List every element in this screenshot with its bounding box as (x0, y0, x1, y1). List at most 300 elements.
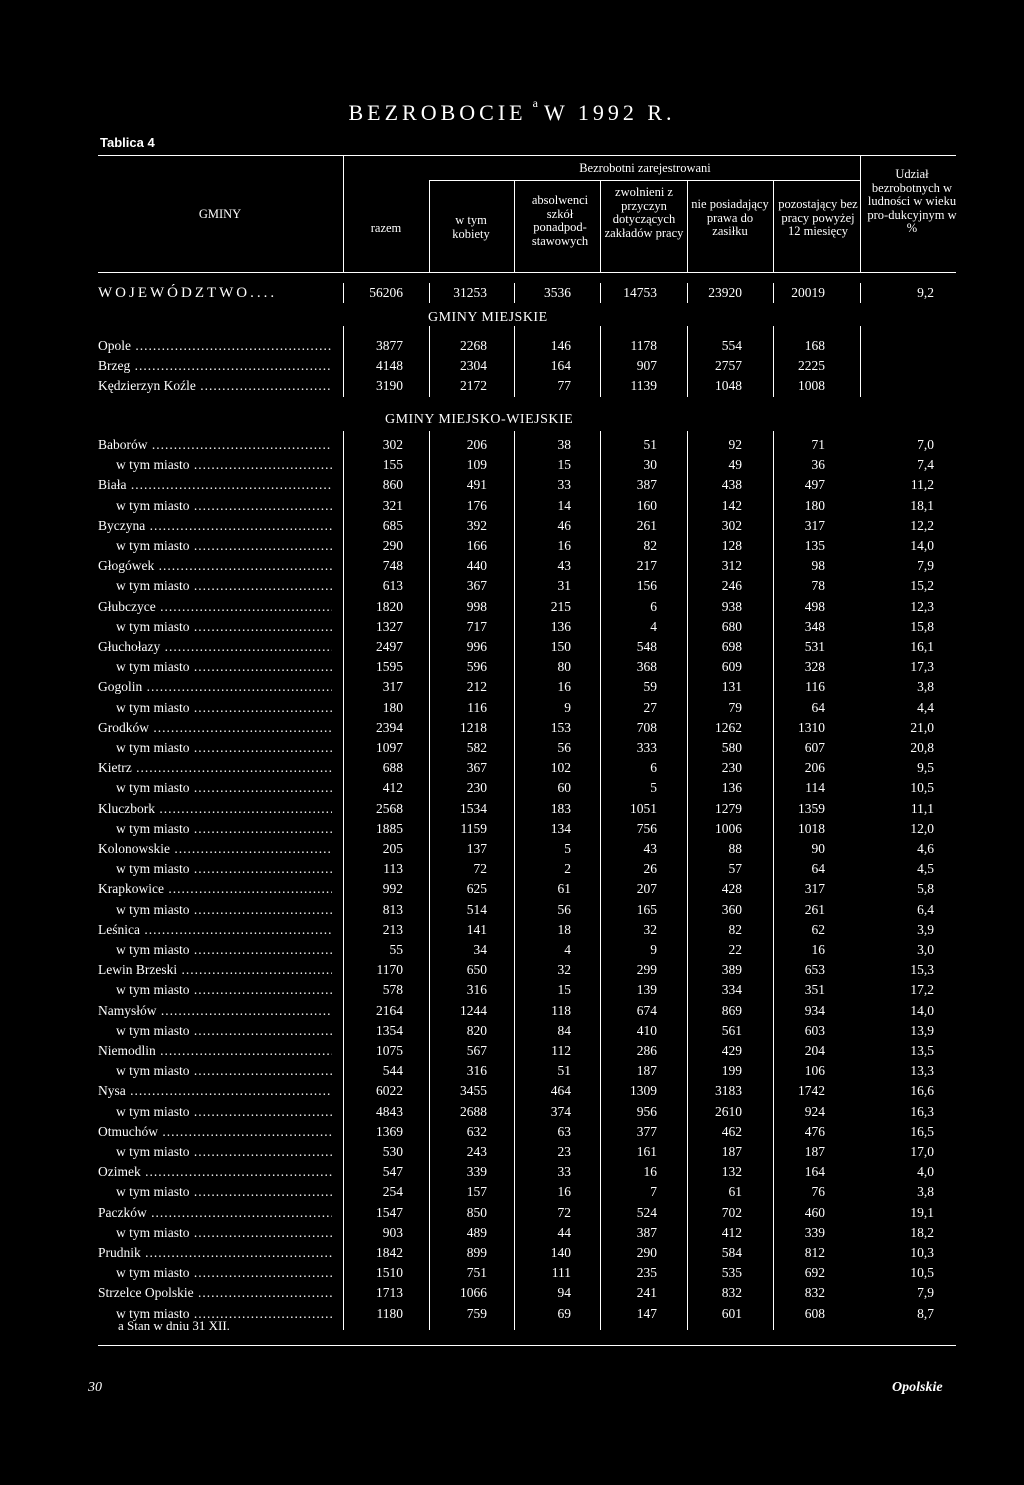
row-col4: 241 (636, 1285, 657, 1300)
row-col6: 164 (804, 1164, 825, 1179)
row-label-subtotal: w tym miasto ..... (116, 1306, 332, 1322)
row-col1: 2164 (376, 1003, 403, 1018)
row-col5: 49 (728, 457, 742, 472)
row-col3: 80 (557, 659, 571, 674)
row-col1: 302 (382, 437, 403, 452)
row-col1: 860 (382, 477, 403, 492)
row-col6: 812 (804, 1245, 825, 1260)
row-col5: 199 (721, 1063, 742, 1078)
page-title: BEZROBOCIE $^a$ W 1992 R. (348, 96, 676, 125)
row-col2: 137 (466, 841, 487, 856)
row-col7: 4,6 (917, 841, 934, 856)
row-col2: 567 (466, 1043, 487, 1058)
row-col6: 832 (804, 1285, 825, 1300)
row-col4: 299 (636, 962, 657, 977)
row-col6: 351 (804, 982, 825, 997)
row-col1: 254 (382, 1184, 403, 1199)
row-col7: 17,2 (910, 982, 934, 997)
wojewodztwo-col5: 23920 (708, 285, 742, 300)
row-col4: 187 (636, 1063, 657, 1078)
row-col5: 869 (721, 1003, 742, 1018)
row-label-subtotal: w tym miasto ..... (116, 538, 332, 554)
row-label-subtotal: w tym miasto ..... (116, 1144, 332, 1160)
row-col5: 2610 (715, 1104, 742, 1119)
row-col3: 72 (557, 1205, 571, 1220)
header-col-sep (600, 180, 601, 272)
row-label: Prudnik ..... (98, 1245, 332, 1261)
row-col4: 368 (636, 659, 657, 674)
row-label: Leśnica ..... (98, 922, 332, 938)
row-col2: 2268 (460, 338, 487, 353)
row-label-subtotal: w tym miasto ..... (116, 861, 332, 877)
row-label: Krapkowice ..... (98, 881, 332, 897)
row-col4: 160 (636, 498, 657, 513)
row-col5: 1279 (715, 801, 742, 816)
row-col5: 79 (728, 700, 742, 715)
row-col3: 44 (557, 1225, 571, 1240)
wojewodztwo-label: WOJEWÓDZTWO.... (98, 285, 278, 301)
row-col5: 601 (721, 1306, 742, 1321)
row-label: Namysłów ..... (98, 1003, 332, 1019)
row-col6: 934 (804, 1003, 825, 1018)
header-kobiety: w tym kobiety (452, 213, 490, 241)
row-col3: 16 (557, 1184, 571, 1199)
row-col4: 674 (636, 1003, 657, 1018)
col-sep (687, 283, 688, 303)
row-col7: 13,5 (910, 1043, 934, 1058)
row-col5: 131 (721, 679, 742, 694)
row-col4: 9 (650, 942, 657, 957)
row-col4: 387 (636, 477, 657, 492)
row-col6: 2225 (798, 358, 825, 373)
row-col1: 992 (382, 881, 403, 896)
row-col4: 286 (636, 1043, 657, 1058)
header-col-sep (343, 155, 344, 272)
row-col5: 22 (728, 942, 742, 957)
row-col2: 751 (466, 1265, 487, 1280)
wojewodztwo-col1: 56206 (369, 285, 403, 300)
row-col7: 7,9 (917, 1285, 934, 1300)
row-col3: 56 (557, 740, 571, 755)
row-col5: 334 (721, 982, 742, 997)
row-col4: 30 (643, 457, 657, 472)
row-col2: 176 (466, 498, 487, 513)
row-col3: 4 (564, 942, 571, 957)
header-zwolnieni: zwolnieni z przyczyn dotyczących zakładów pracy (604, 185, 684, 240)
row-col4: 217 (636, 558, 657, 573)
col-sep (514, 326, 515, 397)
row-col2: 625 (466, 881, 487, 896)
row-col4: 235 (636, 1265, 657, 1280)
row-col4: 147 (636, 1306, 657, 1321)
col-sep (687, 326, 688, 397)
row-col5: 1048 (715, 378, 742, 393)
row-col3: 374 (550, 1104, 571, 1119)
row-col4: 387 (636, 1225, 657, 1240)
row-col3: 183 (550, 801, 571, 816)
row-label-subtotal: w tym miasto ..... (116, 1184, 332, 1200)
row-col6: 187 (804, 1144, 825, 1159)
row-col6: 90 (811, 841, 825, 856)
row-col6: 531 (804, 639, 825, 654)
row-col7: 10,5 (910, 1265, 934, 1280)
row-col1: 813 (382, 902, 403, 917)
row-col7: 21,0 (910, 720, 934, 735)
row-col2: 996 (466, 639, 487, 654)
row-col5: 561 (721, 1023, 742, 1038)
row-col4: 161 (636, 1144, 657, 1159)
row-col4: 290 (636, 1245, 657, 1260)
row-col6: 1018 (798, 821, 825, 836)
row-col5: 61 (728, 1184, 742, 1199)
row-col4: 27 (643, 700, 657, 715)
row-col6: 78 (811, 578, 825, 593)
row-col7: 12,2 (910, 518, 934, 533)
row-col1: 544 (382, 1063, 403, 1078)
row-col5: 702 (721, 1205, 742, 1220)
row-col3: 140 (550, 1245, 571, 1260)
row-col6: 206 (804, 760, 825, 775)
row-col5: 698 (721, 639, 742, 654)
row-col2: 596 (466, 659, 487, 674)
row-col5: 2757 (715, 358, 742, 373)
col-sep (600, 326, 601, 397)
row-col3: 60 (557, 780, 571, 795)
row-col1: 155 (382, 457, 403, 472)
row-col4: 756 (636, 821, 657, 836)
row-col6: 692 (804, 1265, 825, 1280)
row-col2: 34 (473, 942, 487, 957)
row-col4: 1309 (630, 1083, 657, 1098)
row-label-subtotal: w tym miasto ..... (116, 902, 332, 918)
row-col7: 5,8 (917, 881, 934, 896)
row-col1: 2568 (376, 801, 403, 816)
row-col2: 1244 (460, 1003, 487, 1018)
row-col2: 3455 (460, 1083, 487, 1098)
row-col7: 3,8 (917, 679, 934, 694)
row-col5: 92 (728, 437, 742, 452)
row-col7: 17,0 (910, 1144, 934, 1159)
row-col3: 32 (557, 962, 571, 977)
row-col4: 333 (636, 740, 657, 755)
row-col6: 1008 (798, 378, 825, 393)
row-col4: 139 (636, 982, 657, 997)
row-col6: 603 (804, 1023, 825, 1038)
row-label: Kolonowskie ..... (98, 841, 332, 857)
row-col3: 77 (557, 378, 571, 393)
row-col4: 5 (650, 780, 657, 795)
row-label-subtotal: w tym miasto ..... (116, 457, 332, 473)
row-col2: 72 (473, 861, 487, 876)
row-col7: 12,3 (910, 599, 934, 614)
row-col4: 6 (650, 760, 657, 775)
row-col1: 748 (382, 558, 403, 573)
page-number: 30 (88, 1380, 102, 1395)
row-col3: 150 (550, 639, 571, 654)
row-col7: 8,7 (917, 1306, 934, 1321)
col-sep (429, 283, 430, 303)
row-col1: 1842 (376, 1245, 403, 1260)
row-col3: 23 (557, 1144, 571, 1159)
row-col2: 717 (466, 619, 487, 634)
row-col2: 998 (466, 599, 487, 614)
col-sep (514, 431, 515, 1330)
row-col2: 316 (466, 982, 487, 997)
row-label-subtotal: w tym miasto ..... (116, 659, 332, 675)
row-col1: 1510 (376, 1265, 403, 1280)
col-sep (600, 283, 601, 303)
row-label-subtotal: w tym miasto ..... (116, 700, 332, 716)
row-col5: 128 (721, 538, 742, 553)
row-col4: 956 (636, 1104, 657, 1119)
header-group-rule (429, 180, 860, 181)
row-col6: 114 (805, 780, 825, 795)
row-col3: 2 (564, 861, 571, 876)
row-label: Baborów ..... (98, 437, 332, 453)
col-sep (687, 431, 688, 1330)
row-label-subtotal: w tym miasto ..... (116, 1104, 332, 1120)
row-col3: 33 (557, 1164, 571, 1179)
header-col-sep (429, 180, 430, 272)
row-col1: 1075 (376, 1043, 403, 1058)
row-col2: 367 (466, 760, 487, 775)
row-col1: 1595 (376, 659, 403, 674)
row-label-subtotal: w tym miasto ..... (116, 982, 332, 998)
row-label-subtotal: w tym miasto ..... (116, 578, 332, 594)
row-col7: 6,4 (917, 902, 934, 917)
row-col1: 1885 (376, 821, 403, 836)
row-col1: 903 (382, 1225, 403, 1240)
row-label: Nysa ..... (98, 1083, 332, 1099)
row-col6: 64 (811, 861, 825, 876)
row-col7: 18,1 (910, 498, 934, 513)
row-col1: 530 (382, 1144, 403, 1159)
row-col6: 339 (804, 1225, 825, 1240)
row-label: Głuchołazy ..... (98, 639, 332, 655)
row-col3: 43 (557, 558, 571, 573)
row-col7: 4,0 (917, 1164, 934, 1179)
row-col6: 317 (804, 881, 825, 896)
row-col7: 10,3 (910, 1245, 934, 1260)
row-col3: 111 (551, 1265, 571, 1280)
row-col1: 1170 (376, 962, 403, 977)
table-label: Tablica 4 (100, 135, 155, 150)
row-col7: 11,2 (910, 477, 934, 492)
row-col6: 168 (804, 338, 825, 353)
row-col6: 62 (811, 922, 825, 937)
row-col1: 1097 (376, 740, 403, 755)
row-col3: 112 (551, 1043, 571, 1058)
row-col3: 63 (557, 1124, 571, 1139)
row-col3: 5 (564, 841, 571, 856)
row-col5: 832 (721, 1285, 742, 1300)
row-col5: 462 (721, 1124, 742, 1139)
row-label: Gogolin ..... (98, 679, 332, 695)
col-sep (773, 283, 774, 303)
header-udzial: Udział bezrobotnych w ludności w wieku pro-dukcyjnym w % (867, 167, 957, 235)
row-col1: 6022 (376, 1083, 403, 1098)
row-col3: 14 (557, 498, 571, 513)
row-col1: 55 (389, 942, 403, 957)
row-col4: 207 (636, 881, 657, 896)
row-col6: 98 (811, 558, 825, 573)
row-col7: 15,3 (910, 962, 934, 977)
row-label-subtotal: w tym miasto ..... (116, 1063, 332, 1079)
col-sep (429, 431, 430, 1330)
row-col2: 632 (466, 1124, 487, 1139)
header-razem: razem (370, 221, 402, 235)
header-bottom-rule (98, 272, 956, 273)
row-col1: 2497 (376, 639, 403, 654)
row-col5: 438 (721, 477, 742, 492)
row-col3: 164 (550, 358, 571, 373)
row-col6: 71 (811, 437, 825, 452)
row-col3: 16 (557, 679, 571, 694)
row-col3: 31 (557, 578, 571, 593)
row-label: Ozimek ..... (98, 1164, 332, 1180)
row-col4: 16 (643, 1164, 657, 1179)
row-label: Głogówek ..... (98, 558, 332, 574)
row-col2: 109 (466, 457, 487, 472)
row-col1: 1713 (376, 1285, 403, 1300)
row-col5: 428 (721, 881, 742, 896)
row-label: Kietrz ..... (98, 760, 332, 776)
row-col3: 33 (557, 477, 571, 492)
row-col2: 514 (466, 902, 487, 917)
row-col2: 850 (466, 1205, 487, 1220)
header-col-sep (687, 180, 688, 272)
row-col1: 321 (382, 498, 403, 513)
row-col3: 56 (557, 902, 571, 917)
section-title: GMINY MIEJSKO-WIEJSKIE (385, 412, 574, 427)
row-col4: 82 (643, 538, 657, 553)
row-label: Paczków ..... (98, 1205, 332, 1221)
row-col5: 389 (721, 962, 742, 977)
row-col3: 136 (550, 619, 571, 634)
col-sep (343, 326, 344, 397)
header-col-sep (773, 180, 774, 272)
col-sep (429, 326, 430, 397)
row-col3: 15 (557, 982, 571, 997)
row-col5: 230 (721, 760, 742, 775)
row-col4: 907 (636, 358, 657, 373)
row-col5: 412 (721, 1225, 742, 1240)
row-col5: 3183 (715, 1083, 742, 1098)
row-col2: 650 (466, 962, 487, 977)
wojewodztwo-col7: 9,2 (917, 285, 934, 300)
row-col6: 607 (804, 740, 825, 755)
row-col4: 59 (643, 679, 657, 694)
row-label-subtotal: w tym miasto ..... (116, 740, 332, 756)
row-col7: 19,1 (910, 1205, 934, 1220)
row-col7: 12,0 (910, 821, 934, 836)
row-col1: 113 (383, 861, 403, 876)
row-label: Grodków ..... (98, 720, 332, 736)
row-col1: 317 (382, 679, 403, 694)
row-col1: 1369 (376, 1124, 403, 1139)
row-label: Lewin Brzeski ..... (98, 962, 332, 978)
col-sep (343, 283, 344, 303)
row-col4: 51 (643, 437, 657, 452)
row-col7: 11,1 (910, 801, 934, 816)
col-sep (514, 283, 515, 303)
row-label: Głubczyce ..... (98, 599, 332, 615)
header-pozostajacy: pozostający bez pracy powyżej 12 miesięcy (778, 197, 858, 238)
row-col3: 51 (557, 1063, 571, 1078)
row-col1: 4148 (376, 358, 403, 373)
row-col5: 132 (721, 1164, 742, 1179)
row-col3: 94 (557, 1285, 571, 1300)
row-col6: 180 (804, 498, 825, 513)
row-label-subtotal: w tym miasto ..... (116, 821, 332, 837)
row-col5: 88 (728, 841, 742, 856)
row-col6: 76 (811, 1184, 825, 1199)
row-col6: 36 (811, 457, 825, 472)
row-col5: 609 (721, 659, 742, 674)
row-label: Kluczbork ..... (98, 801, 332, 817)
row-col7: 20,8 (910, 740, 934, 755)
row-col7: 7,9 (917, 558, 934, 573)
row-col3: 38 (557, 437, 571, 452)
row-col3: 46 (557, 518, 571, 533)
row-col4: 261 (636, 518, 657, 533)
row-col1: 205 (382, 841, 403, 856)
publication-name: Opolskie (892, 1380, 943, 1395)
row-col1: 213 (382, 922, 403, 937)
row-col5: 312 (721, 558, 742, 573)
header-gminy: GMINY (198, 207, 242, 221)
row-col2: 230 (466, 780, 487, 795)
row-label: Biała ..... (98, 477, 332, 493)
row-col2: 2688 (460, 1104, 487, 1119)
wojewodztwo-col2: 31253 (453, 285, 487, 300)
row-col6: 106 (804, 1063, 825, 1078)
row-col2: 212 (466, 679, 487, 694)
row-col6: 608 (804, 1306, 825, 1321)
header-absolwenci: absolwenci szkół ponadpod-stawowych (531, 193, 589, 248)
row-col7: 4,5 (917, 861, 934, 876)
row-col5: 246 (721, 578, 742, 593)
wojewodztwo-col6: 20019 (791, 285, 825, 300)
row-col6: 924 (804, 1104, 825, 1119)
header-col-sep (860, 155, 861, 272)
col-sep (343, 431, 344, 1330)
row-col6: 1742 (798, 1083, 825, 1098)
row-col1: 412 (382, 780, 403, 795)
row-col1: 290 (382, 538, 403, 553)
row-label-subtotal: w tym miasto ..... (116, 619, 332, 635)
row-col2: 339 (466, 1164, 487, 1179)
row-col7: 15,2 (910, 578, 934, 593)
row-col2: 759 (466, 1306, 487, 1321)
footnote: a Stan w dniu 31 XII. (118, 1318, 230, 1333)
row-col1: 2394 (376, 720, 403, 735)
row-col4: 1178 (630, 338, 657, 353)
row-col2: 243 (466, 1144, 487, 1159)
row-col2: 1534 (460, 801, 487, 816)
row-col7: 16,5 (910, 1124, 934, 1139)
row-col2: 582 (466, 740, 487, 755)
row-col6: 135 (804, 538, 825, 553)
row-label: Opole ..... (98, 338, 332, 354)
row-col2: 491 (466, 477, 487, 492)
row-col2: 440 (466, 558, 487, 573)
header-group: Bezrobotni zarejestrowani (579, 161, 711, 175)
row-col7: 4,4 (917, 700, 934, 715)
row-col4: 1139 (630, 378, 657, 393)
row-col7: 17,3 (910, 659, 934, 674)
row-col3: 18 (557, 922, 571, 937)
